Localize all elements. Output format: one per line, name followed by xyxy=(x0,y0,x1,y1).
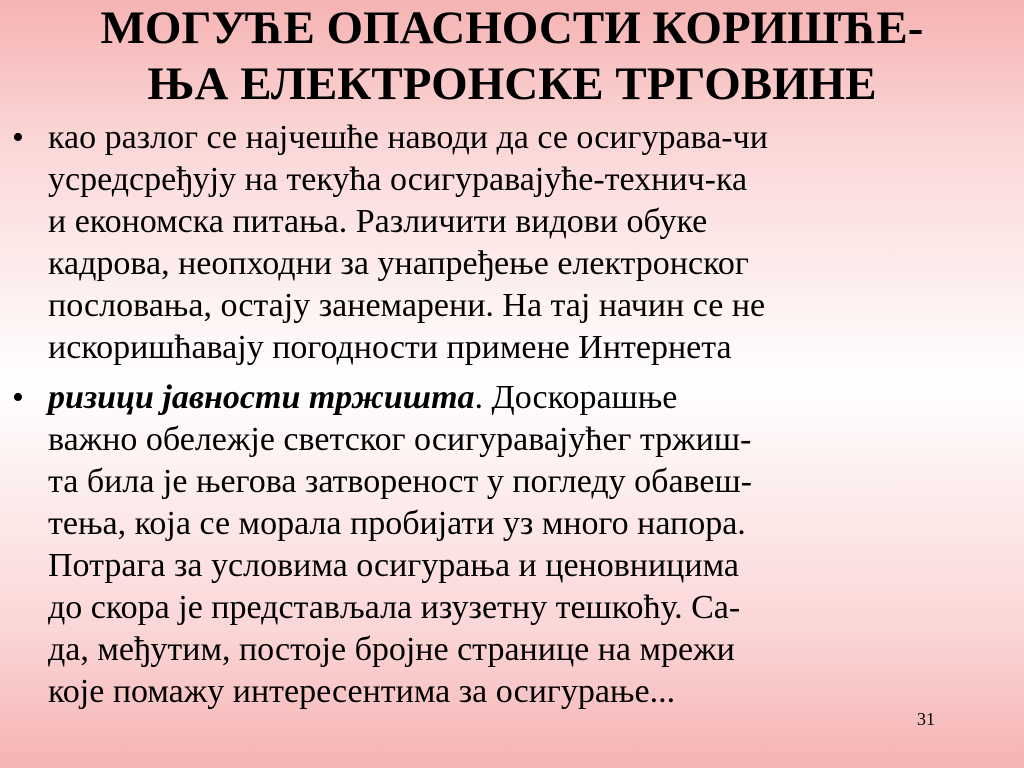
slide-number: 31 xyxy=(917,709,935,729)
bullet-icon: • xyxy=(12,119,24,156)
bullet-line: важно обележје светског осигуравајућег тржиш- xyxy=(48,421,752,458)
bullet-item xyxy=(0,377,1024,713)
bullet-lead-rest: . Доскорашње xyxy=(474,379,678,416)
bullet-line: Потрага за условима осигурања и ценовницима xyxy=(48,547,739,584)
title-line: ЊА ЕЛЕКТРОНСКЕ ТРГОВИНЕ xyxy=(147,58,877,110)
bullet-item xyxy=(0,117,1024,369)
bullet-emphasis: ризици јавности тржишта xyxy=(48,379,475,416)
bullet-line: и економска питања. Различити видови обуке xyxy=(48,203,708,240)
bullet-line: кадрова, неопходни за унапређење електронског xyxy=(48,245,749,282)
bullet-lead-line xyxy=(48,377,1024,419)
slide-title xyxy=(0,0,1024,112)
bullet-icon: • xyxy=(12,379,24,416)
bullet-line: које помажу интересентима за осигурање... xyxy=(48,673,676,710)
bullet-line: да, међутим, постоје бројне странице на мрежи xyxy=(48,631,735,668)
bullet-line: искоришћавају погодности примене Интернета xyxy=(48,329,732,366)
bullet-line: та била је његова затвореност у погледу обавеш- xyxy=(48,463,752,500)
bullet-line: до скора је представљала изузетну тешкоћу. Са- xyxy=(48,589,741,626)
bullet-line: тења, која се морала пробијати уз много напора. xyxy=(48,505,746,542)
bullet-list xyxy=(0,117,1024,713)
title-line: МОГУЋЕ ОПАСНОСТИ КОРИШЋЕ- xyxy=(100,2,924,54)
bullet-line: усредсређују на текућа осигуравајуће-технич-ка xyxy=(48,161,748,198)
bullet-line: пословања, остају занемарени. На тај начин се не xyxy=(48,287,766,324)
bullet-line: као разлог се најчешће наводи да се осигурава-чи xyxy=(48,119,768,156)
